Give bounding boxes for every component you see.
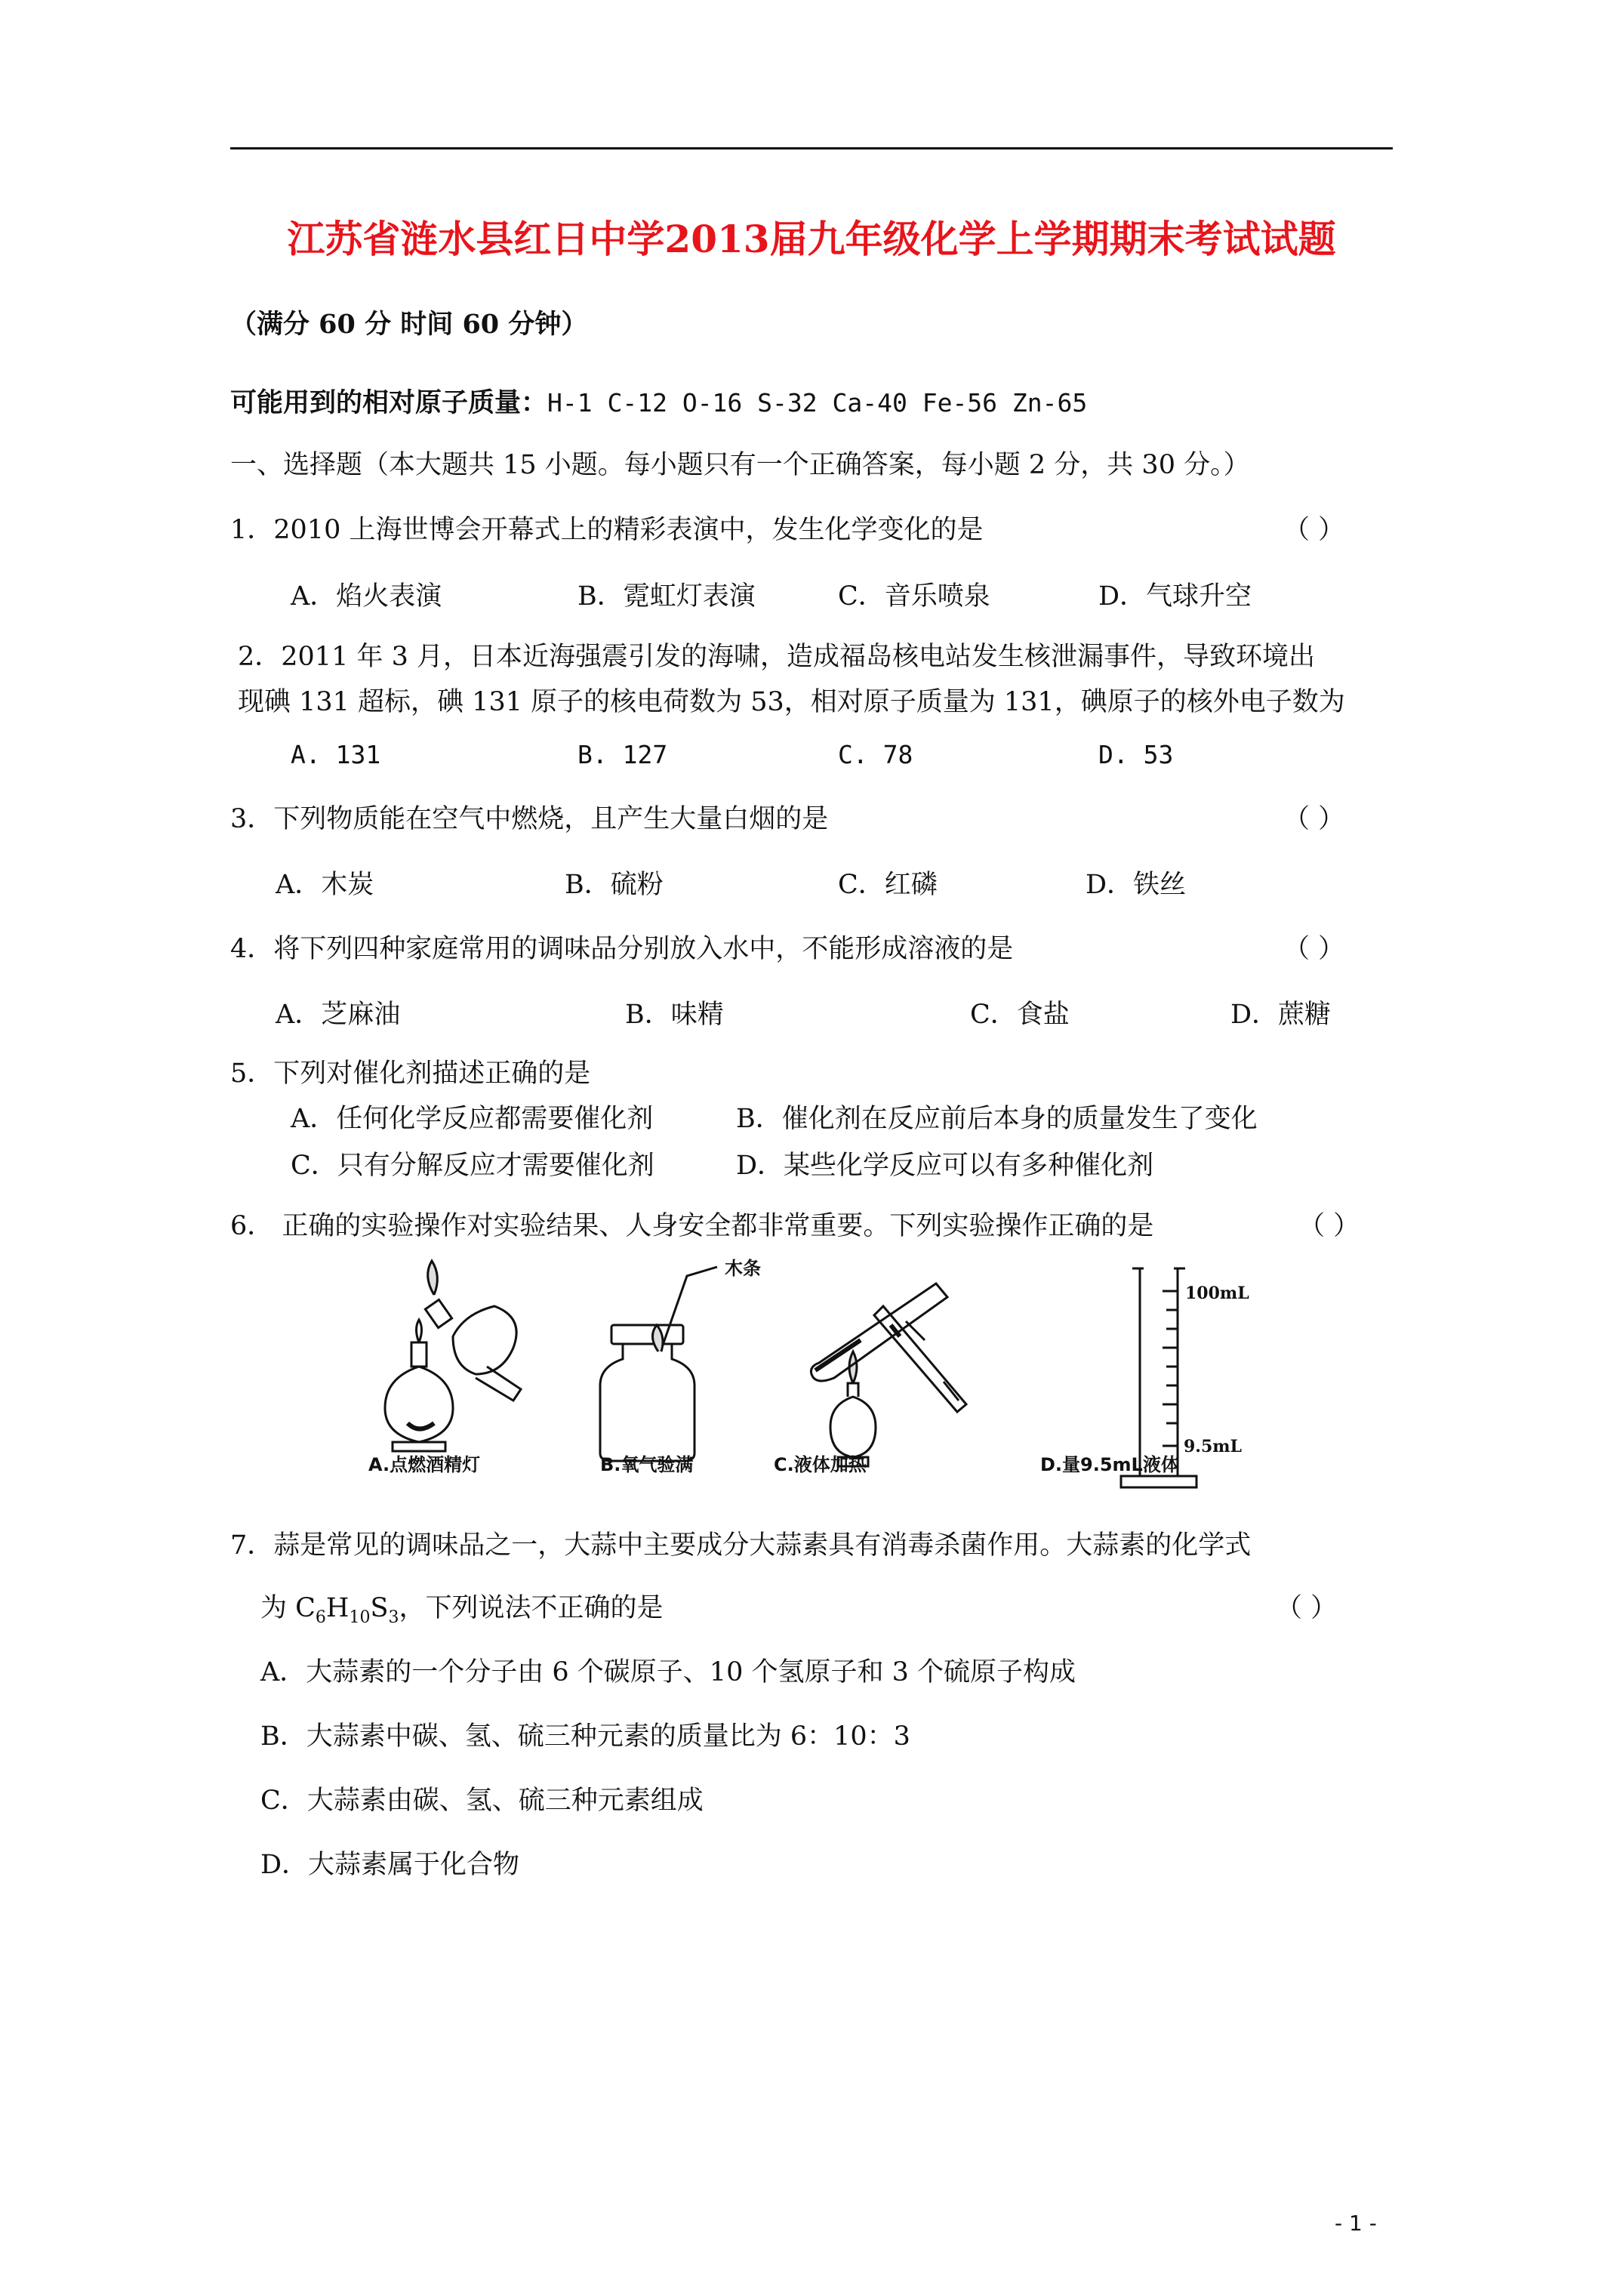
question-6-stem: 6． 正确的实验操作对实验结果、人身安全都非常重要。下列实验操作正确的是	[230, 1211, 1154, 1241]
page-title: 江苏省涟水县红日中学2013届九年级化学上学期期末考试试题	[287, 217, 1336, 261]
q3-option-b: B．硫粉	[565, 870, 664, 900]
q7-suffix: ，下列说法不正确的是	[399, 1593, 664, 1623]
q3-option-c: C．红磷	[838, 870, 938, 900]
q7-option-b: B．大蒜素中碳、氢、硫三种元素的质量比为 6：10：3	[260, 1721, 910, 1752]
cylinder-100ml-label: 100mL	[1185, 1284, 1249, 1303]
atomic-mass-label: 可能用到的相对原子质量：	[230, 387, 548, 418]
q2-option-b: B. 127	[577, 740, 668, 769]
formula-c: C	[295, 1593, 316, 1623]
atomic-mass-line	[230, 387, 1087, 420]
header-rule	[230, 147, 1393, 149]
q7-option-c: C．大蒜素由碳、氢、硫三种元素组成	[260, 1786, 704, 1816]
answer-blank-7: （ ）	[1276, 1593, 1338, 1623]
question-3-stem: 3．下列物质能在空气中燃烧，且产生大量白烟的是	[230, 804, 829, 834]
question-2-stem-line1: 2．2011 年 3 月，日本近海强震引发的海啸，造成福岛核电站发生核泄漏事件，导致环境出	[238, 642, 1315, 672]
formula-s: S	[370, 1593, 389, 1623]
q4-option-a: A．芝麻油	[276, 1000, 401, 1030]
q7-option-a: A．大蒜素的一个分子由 6 个碳原子、10 个氢原子和 3 个硫原子构成	[260, 1657, 1076, 1687]
oxygen-bottle-illustration	[600, 1267, 717, 1461]
test-tube-heating-illustration	[811, 1284, 966, 1466]
formula-h-sub: 10	[349, 1608, 371, 1627]
q2-option-c: C. 78	[838, 740, 913, 769]
page-number: - 1 -	[1335, 2211, 1377, 2236]
q5-option-b: B．催化剂在反应前后本身的质量发生了变化	[736, 1104, 1258, 1134]
q1-option-b: B．霓虹灯表演	[577, 581, 756, 612]
figure-caption-d: D.量9.5mL液体	[1040, 1454, 1179, 1475]
q1-option-a: A．焰火表演	[291, 581, 442, 612]
q4-option-c: C．食盐	[970, 1000, 1070, 1030]
exam-meta: （满分 60 分 时间 60 分钟）	[230, 309, 588, 340]
question-4-stem: 4．将下列四种家庭常用的调味品分别放入水中，不能形成溶液的是	[230, 934, 1014, 964]
q5-option-a: A．任何化学反应都需要催化剂	[291, 1104, 654, 1134]
question-7-stem-line2	[260, 1592, 663, 1625]
formula-s-sub: 3	[388, 1608, 399, 1627]
chemical-formula	[295, 1593, 399, 1627]
q1-option-c: C．音乐喷泉	[838, 581, 990, 612]
answer-blank-4: （ ）	[1283, 934, 1345, 964]
q1-option-d: D．气球升空	[1098, 581, 1252, 612]
q4-option-b: B．味精	[625, 1000, 724, 1030]
q2-option-d: D. 53	[1098, 740, 1174, 769]
q5-option-d: D．某些化学反应可以有多种催化剂	[736, 1151, 1154, 1181]
section-heading: 一、选择题（本大题共 15 小题。每小题只有一个正确答案，每小题 2 分，共 30 分。）	[230, 450, 1250, 480]
q2-option-a: A. 131	[291, 740, 381, 769]
q7-option-d: D．大蒜素属于化合物	[260, 1850, 520, 1880]
question-7-stem-line1: 7．蒜是常见的调味品之一，大蒜中主要成分大蒜素具有消毒杀菌作用。大蒜素的化学式	[230, 1530, 1252, 1561]
question-5-stem: 5．下列对催化剂描述正确的是	[230, 1059, 591, 1089]
alcohol-lamp-lighting-illustration	[385, 1261, 521, 1451]
question-2-stem-line2: 现碘 131 超标，碘 131 原子的核电荷数为 53，相对原子质量为 131，碘原子的核外电子数为	[238, 687, 1345, 717]
q5-option-c: C．只有分解反应才需要催化剂	[291, 1151, 654, 1181]
answer-blank-1: （ ）	[1283, 515, 1345, 545]
figure-caption-c: C.液体加热	[774, 1454, 867, 1475]
answer-blank-6: （ ）	[1298, 1211, 1360, 1241]
question-1-stem: 1．2010 上海世博会开幕式上的精彩表演中，发生化学变化的是	[230, 515, 984, 545]
q4-option-d: D．蔗糖	[1230, 1000, 1332, 1030]
atomic-mass-values: H-1 C-12 O-16 S-32 Ca-40 Fe-56 Zn-65	[547, 388, 1088, 418]
figure-caption-a: A.点燃酒精灯	[368, 1454, 481, 1475]
formula-h: H	[325, 1593, 350, 1623]
cylinder-9-5ml-label: 9.5mL	[1184, 1437, 1243, 1456]
formula-c-sub: 6	[315, 1608, 326, 1627]
wood-strip-label: 木条	[725, 1258, 761, 1279]
figure-caption-b: B.氧气验满	[600, 1454, 694, 1475]
q3-option-d: D．铁丝	[1086, 870, 1187, 900]
q3-option-a: A．木炭	[276, 870, 374, 900]
q7-prefix: 为	[260, 1593, 296, 1623]
answer-blank-3: （ ）	[1283, 804, 1345, 834]
